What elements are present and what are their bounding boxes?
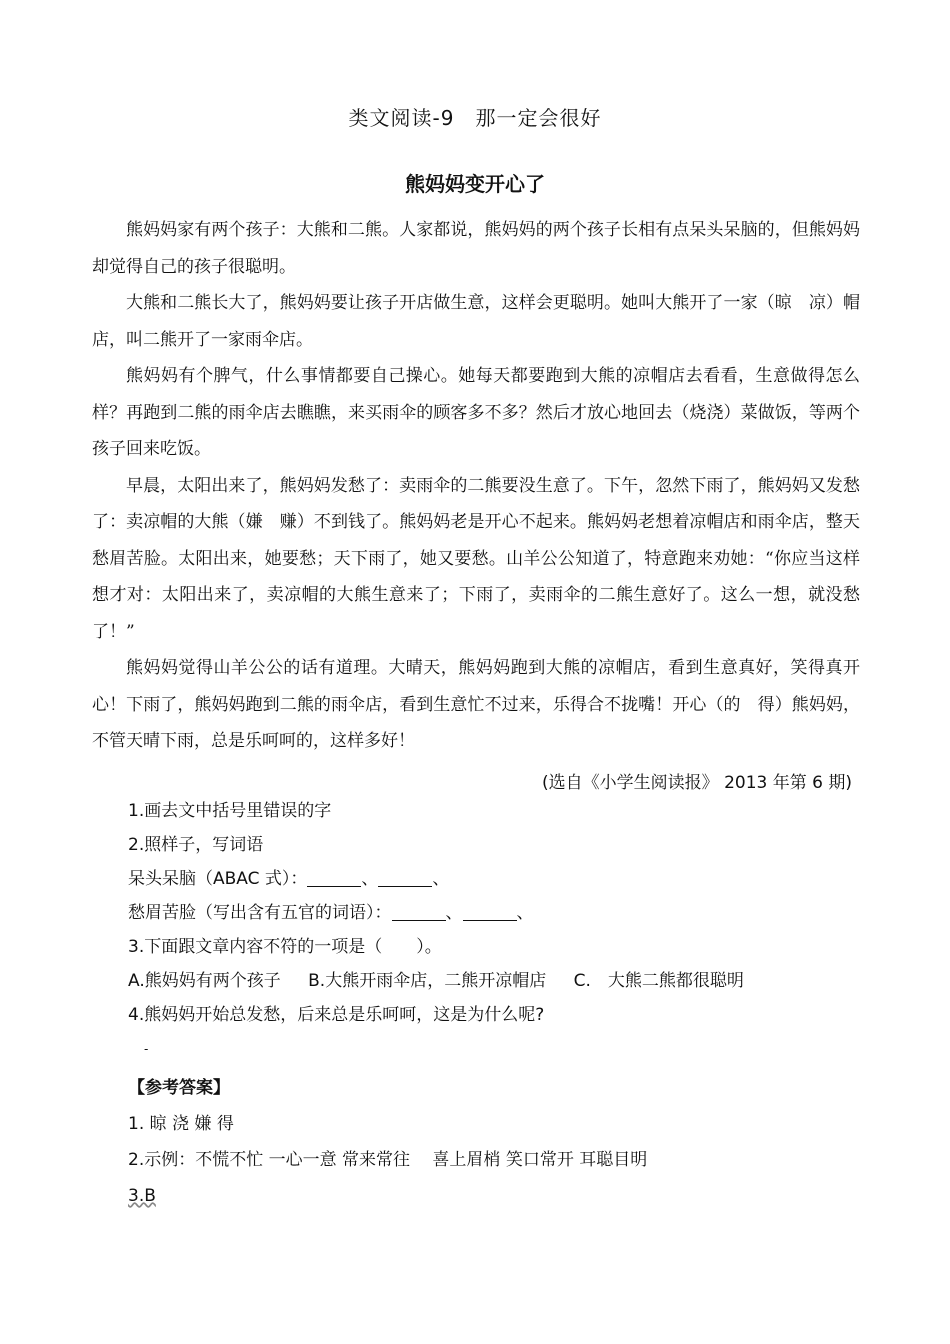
article-body — [92, 212, 860, 760]
question-3-options — [128, 964, 868, 998]
page-title: 类文阅读-9 那一定会很好 — [348, 106, 602, 130]
question-2b-prompt: 愁眉苦脸（写出含有五官的词语）： — [128, 903, 392, 923]
answer-blank[interactable] — [307, 868, 361, 887]
article-source: (选自《小学生阅读报》 2013 年第 6 期) — [542, 773, 852, 793]
answer-2: 2.示例：不慌不忙 一心一意 常来常往 喜上眉梢 笑口常开 耳聪目明 — [128, 1150, 648, 1170]
questions-section — [128, 794, 868, 1214]
paragraph-5: 熊妈妈觉得山羊公公的话有道理。大晴天，熊妈妈跑到大熊的凉帽店，看到生意真好，笑得真开心！下雨了，熊妈妈跑到二熊的雨伞店，看到生意忙不过来，乐得合不拢嘴！开心（的 得）熊妈妈，不管天晴下雨，总是乐呵呵的，这样多好！ — [92, 658, 860, 751]
question-3: 3.下面跟文章内容不符的一项是（ ）。 — [128, 937, 442, 957]
separator: 、 — [516, 903, 534, 923]
answer-blank[interactable] — [378, 868, 432, 887]
question-1: 1.画去文中括号里错误的字 — [128, 801, 332, 821]
question-2: 2.照样子，写词语 — [128, 835, 264, 855]
separator: 、 — [432, 869, 450, 889]
answer-3: 3.B — [128, 1186, 156, 1206]
option-b: B.大熊开雨伞店，二熊开凉帽店 — [308, 971, 547, 991]
stray-dash: - — [144, 1042, 149, 1056]
paragraph-3: 熊妈妈有个脾气，什么事情都要自己操心。她每天都要跑到大熊的凉帽店去看看，生意做得怎么样？再跑到二熊的雨伞店去瞧瞧，来买雨伞的顾客多不多？然后才放心地回去（烧浇）菜做饭，等两个孩子回来吃饭。 — [92, 366, 860, 459]
paragraph-2: 大熊和二熊长大了，熊妈妈要让孩子开店做生意，这样会更聪明。她叫大熊开了一家（晾 凉）帽店，叫二熊开了一家雨伞店。 — [92, 293, 860, 350]
answer-blank[interactable] — [392, 902, 446, 921]
question-2a — [128, 862, 868, 896]
paragraph-4: 早晨，太阳出来了，熊妈妈发愁了：卖雨伞的二熊要没生意了。下午，忽然下雨了，熊妈妈又发愁了：卖凉帽的大熊（嫌 赚）不到钱了。熊妈妈老是开心不起来。熊妈妈老想着凉帽店和雨伞店，整天愁眉苦脸。太阳出来，她要愁；天下雨了，她又要愁。山羊公公知道了，特意跑来劝她：“你应当这样想才对：太阳出来了，卖凉帽的大熊生意来了；下雨了，卖雨伞的二熊生意好了。这么一想，就没愁了！” — [92, 475, 860, 642]
separator: 、 — [445, 903, 463, 923]
answer-1: 1. 晾 浇 嫌 得 — [128, 1114, 234, 1134]
article-title: 熊妈妈变开心了 — [405, 172, 545, 196]
separator: 、 — [361, 869, 379, 889]
answer-blank[interactable] — [463, 902, 517, 921]
answers-heading: 【参考答案】 — [128, 1078, 230, 1098]
option-a: A.熊妈妈有两个孩子 — [128, 971, 281, 991]
question-4: 4.熊妈妈开始总发愁，后来总是乐呵呵，这是为什么呢? — [128, 1005, 545, 1025]
option-c: C. 大熊二熊都很聪明 — [573, 971, 744, 991]
question-2a-prompt: 呆头呆脑（ABAC 式）： — [128, 869, 308, 889]
question-2b — [128, 896, 868, 930]
paragraph-1: 熊妈妈家有两个孩子：大熊和二熊。人家都说，熊妈妈的两个孩子长相有点呆头呆脑的，但熊妈妈却觉得自己的孩子很聪明。 — [92, 220, 860, 277]
